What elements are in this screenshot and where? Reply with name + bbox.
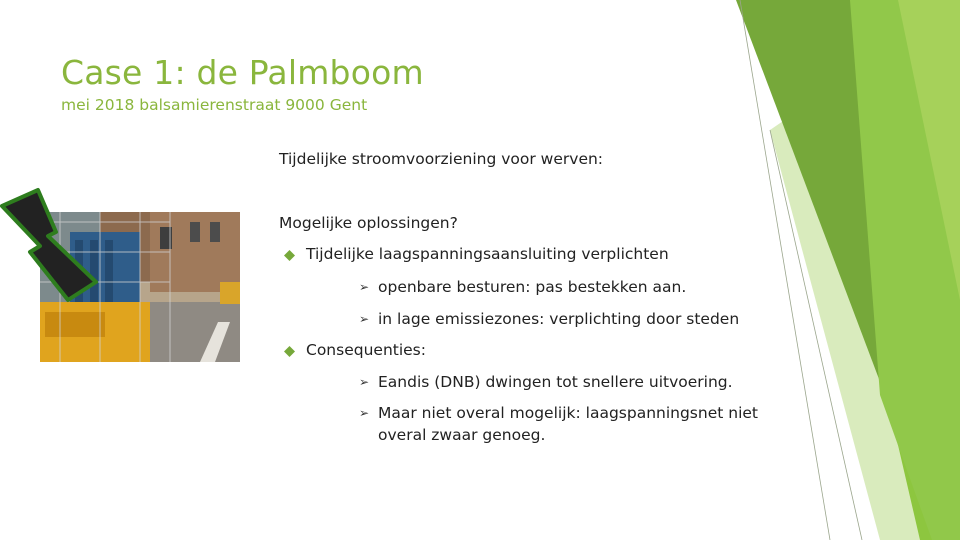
slide-subtitle: mei 2018 balsamierenstraat 9000 Gent (61, 96, 368, 114)
intro-text: Tijdelijke stroomvoorziening voor werven: (279, 150, 604, 168)
sub-bullet-item: in lage emissiezones: verplichting door steden (378, 310, 740, 328)
question-text: Mogelijke oplossingen? (279, 214, 458, 232)
sub-bullet-item-continuation: overal zwaar genoeg. (378, 426, 546, 444)
bullet-item: Consequenties: (306, 341, 426, 359)
diamond-bullet-icon (284, 250, 295, 261)
sub-bullet-item: Maar niet overal mogelijk: laagspanningsnet niet (378, 404, 758, 422)
slide-title: Case 1: de Palmboom (61, 53, 424, 92)
lightning-bolt-icon (0, 186, 100, 306)
diamond-bullet-icon (284, 346, 295, 357)
arrowhead-bullet-icon: ➢ (359, 280, 370, 294)
sub-bullet-item: Eandis (DNB) dwingen tot snellere uitvoering. (378, 373, 733, 391)
arrowhead-bullet-icon: ➢ (359, 375, 370, 389)
arrowhead-bullet-icon: ➢ (359, 406, 370, 420)
arrowhead-bullet-icon: ➢ (359, 312, 370, 326)
sub-bullet-item: openbare besturen: pas bestekken aan. (378, 278, 687, 296)
bullet-item: Tijdelijke laagspanningsaansluiting verplichten (306, 245, 669, 263)
